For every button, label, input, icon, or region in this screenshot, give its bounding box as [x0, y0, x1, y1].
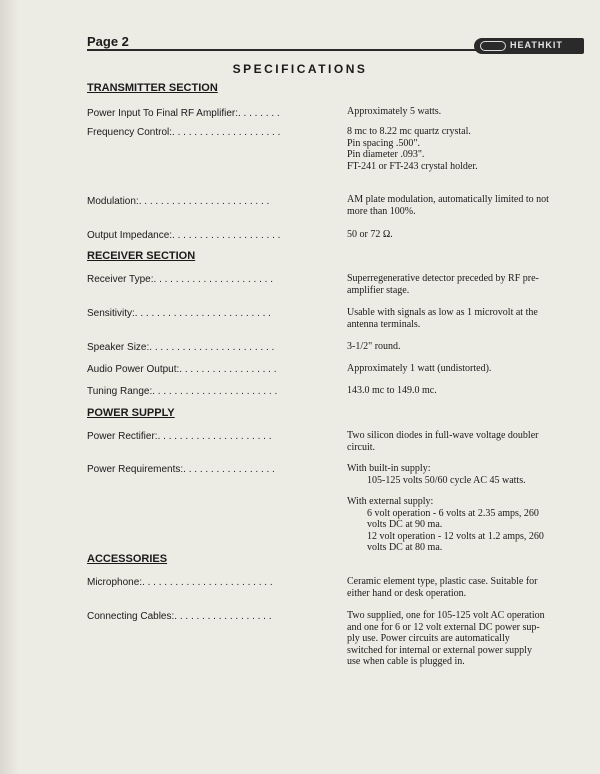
power-input-label: Power Input To Final RF Amplifier:. . . . . . . .	[87, 108, 280, 119]
power-input-value: Approximately 5 watts.	[347, 106, 442, 117]
spec-line: Pin spacing .500".	[347, 137, 420, 149]
spec-line: switched for internal or external power supply	[347, 644, 532, 656]
frequency-control-value	[347, 126, 590, 172]
logo-emblem-icon	[480, 41, 506, 51]
spec-line: 12 volt operation - 12 volts at 1.2 amps, 260	[367, 530, 544, 542]
external-supply-heading: With external supply:	[347, 496, 434, 507]
spec-line: volts DC at 90 ma.	[367, 519, 443, 530]
speaker-size-label: Speaker Size:. . . . . . . . . . . . . . . . . . . . . . .	[87, 342, 275, 353]
connecting-cables-label: Connecting Cables:. . . . . . . . . . . . . . . . . .	[87, 611, 272, 622]
page-title: SPECIFICATIONS	[232, 62, 368, 76]
spec-line: Two supplied, one for 105-125 volt AC operation	[347, 610, 545, 621]
header-rule	[87, 49, 477, 51]
output-impedance-label: Output Impedance:. . . . . . . . . . . . . . . . . . . .	[87, 230, 281, 241]
spec-line: either hand or desk operation.	[347, 587, 467, 599]
spec-line: Ceramic element type, plastic case. Suitable for	[347, 576, 538, 587]
tuning-range-value: 143.0 mc to 149.0 mc.	[347, 385, 437, 396]
power-rectifier-value	[347, 430, 590, 453]
heathkit-logo	[474, 38, 584, 54]
receiver-type-label: Receiver Type:. . . . . . . . . . . . . . . . . . . . . .	[87, 274, 273, 285]
modulation-label: Modulation:. . . . . . . . . . . . . . . . . . . . . . . .	[87, 196, 270, 207]
sensitivity-label: Sensitivity:. . . . . . . . . . . . . . . . . . . . . . . . .	[87, 308, 271, 319]
logo-text: HEATHKIT	[510, 40, 563, 50]
power-requirements-value	[347, 463, 590, 554]
spec-line: volts DC at 80 ma.	[367, 542, 443, 553]
builtin-supply-value: 105-125 volts 50/60 cycle AC 45 watts.	[367, 474, 526, 486]
sensitivity-value	[347, 307, 590, 330]
spec-line: 8 mc to 8.22 mc quartz crystal.	[347, 126, 471, 137]
receiver-section-heading: RECEIVER SECTION	[87, 250, 196, 262]
connecting-cables-value	[347, 610, 590, 668]
tuning-range-label: Tuning Range:. . . . . . . . . . . . . . . . . . . . . . .	[87, 386, 278, 397]
spec-line: AM plate modulation, automatically limited to not	[347, 194, 549, 205]
output-impedance-value: 50 or 72 Ω.	[347, 229, 393, 240]
spec-line: ply use. Power circuits are automatically	[347, 633, 510, 644]
spec-line: Usable with signals as low as 1 microvolt at the	[347, 307, 538, 318]
spec-line: Superregenerative detector preceded by RF pre-	[347, 273, 539, 284]
spec-line: Pin diameter .093".	[347, 149, 425, 160]
audio-power-label: Audio Power Output:. . . . . . . . . . . . . . . . . .	[87, 364, 277, 375]
spec-line: Two silicon diodes in full-wave voltage doubler	[347, 430, 539, 441]
spec-line: amplifier stage.	[347, 284, 410, 296]
spec-line: antenna terminals.	[347, 318, 421, 330]
spec-line: circuit.	[347, 441, 376, 453]
power-supply-section-heading: POWER SUPPLY	[87, 407, 175, 419]
microphone-value	[347, 576, 590, 599]
speaker-size-value: 3-1/2" round.	[347, 341, 401, 352]
receiver-type-value	[347, 273, 590, 296]
frequency-control-label: Frequency Control:. . . . . . . . . . . . . . . . . . . .	[87, 127, 281, 138]
spec-line: 6 volt operation - 6 volts at 2.35 amps, 260	[367, 507, 539, 519]
page-number: Page 2	[87, 34, 129, 49]
transmitter-section-heading: TRANSMITTER SECTION	[87, 82, 218, 94]
accessories-section-heading: ACCESSORIES	[87, 553, 168, 565]
builtin-supply-heading: With built-in supply:	[347, 463, 431, 474]
microphone-label: Microphone:. . . . . . . . . . . . . . . . . . . . . . . .	[87, 577, 273, 588]
audio-power-value: Approximately 1 watt (undistorted).	[347, 363, 492, 374]
spec-line: FT-241 or FT-243 crystal holder.	[347, 160, 478, 172]
power-requirements-label: Power Requirements:. . . . . . . . . . . . . . . . .	[87, 464, 275, 475]
power-rectifier-label: Power Rectifier:. . . . . . . . . . . . . . . . . . . . .	[87, 431, 272, 442]
spec-line: use when cable is plugged in.	[347, 656, 465, 667]
modulation-value	[347, 194, 590, 217]
spec-line: and one for 6 or 12 volt external DC power sup-	[347, 621, 540, 633]
spec-line: more than 100%.	[347, 205, 416, 217]
page-edge	[0, 0, 18, 774]
